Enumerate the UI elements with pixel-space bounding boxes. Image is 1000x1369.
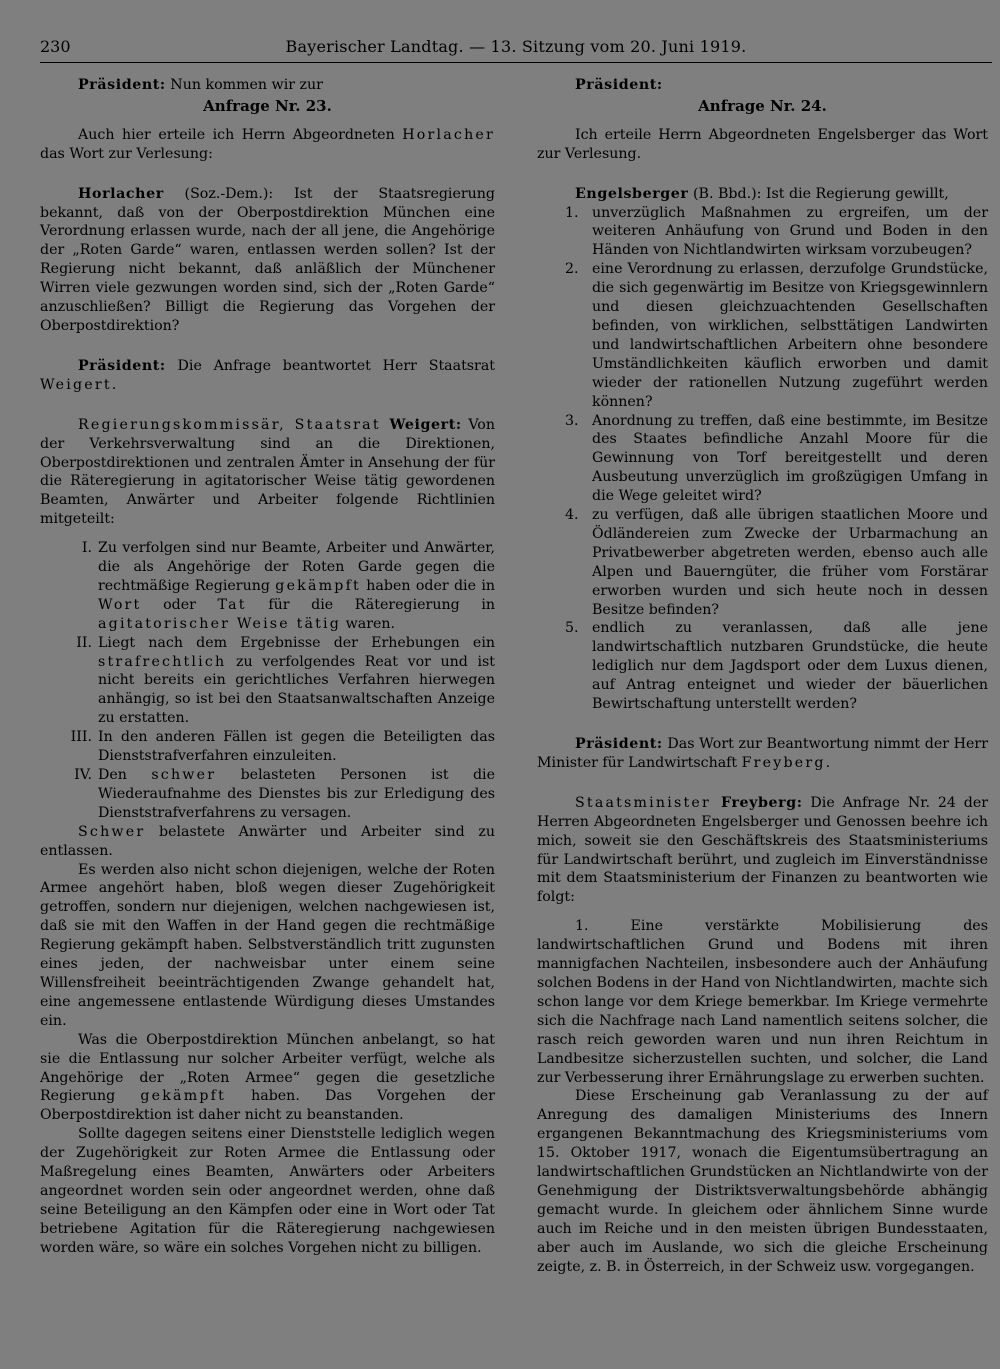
paragraph-sollte-dagegen: Sollte dagegen seitens einer Dienststelle lediglich wegen der Zugehörigkeit zur Roten Armee die Entlassung oder Maßregelung eines Beamten, Anwärters oder Arbeiters angeordnet worden sein oder angeordnet werden, ohne daß seine Beteiligung an den Kämpfen oder eine in Wort oder Tat betriebene Agitation für die Räteregierung nachgewiesen worden wäre, so wäre ein solches Vorgehen nicht zu billigen. — [40, 1126, 495, 1256]
guideline-item: II. Liegt nach dem Ergebnisse der Erhebungen ein strafrechtlich zu verfolgendes Reat vor und ist nicht bereits ein gerichtliches Verfahren hierwegen anhängig, so ist bei den Staatsanwaltschaften Anzeige zu erstatten. — [40, 634, 495, 729]
weigert-answer: Regierungskommissär, Staatsrat Weigert: Von der Verkehrsverwaltung sind an die Direktionen, Oberpostdirektionen und zentralen Ämter in Ansehung der für die Räteregierung in agitatorischer Weise tätig gewordenen Beamten, Anwärter und Arbeiter folgende Richtlinien mitgeteilt: — [40, 416, 495, 528]
speaker-name: Engelsberger — [575, 185, 689, 202]
page-number: 230 — [40, 37, 71, 56]
left-column — [40, 76, 495, 1258]
paragraph-schwer-belastete: Schwer belastete Anwärter und Arbeiter sind zu entlassen. — [40, 823, 495, 859]
president-answer-by-freyberg: Präsident: Das Wort zur Beantwortung nimmt der Herr Minister für Landwirtschaft Freyberg. — [537, 736, 988, 771]
president-intro-24 — [537, 76, 988, 95]
item-text: Anordnung zu treffen, daß eine bestimmte, im Besitze des Staates befindliche Anzahl Moore für die Gewinnung von Torf bereitgestellt und deren Ausbeutung unverzüglich im großzügigen Umfang in die Wege geleitet wird? — [592, 412, 988, 505]
paragraph-bekanntmachung: Diese Erscheinung gab Veranlassung zu der auf Anregung des damaligen Ministeriums des Innern ergangenen Bekanntmachung des Kriegsministeriums vom 15. Oktober 1917, wonach die Eigentumsübertragung an landwirtschaftlichen Grundstücken an Nichtlandwirte von der Genehmigung der Distriktsverwaltungsbehörde abhängig gemacht wurde. In gleichem oder ähnlichem Sinne wurde auch im Reiche und in den meisten übrigen Bundesstaaten, aber auch im Auslande, wo sich die gleiche Erscheinung zeigte, z. B. in Österreich, in der Schweiz usw. vorgegangen. — [537, 1088, 988, 1275]
speaker-name: Präsident: — [78, 77, 166, 93]
item-text: endlich zu veranlassen, daß alle jene landwirtschaftlich nutzbaren Grundstücke, die heute lediglich nur dem Jagdsport oder dem Luxus dienen, auf Antrag enteignet und wieder der bäuerlichen Bewirtschaftung unterstellt werden? — [592, 620, 988, 713]
question-items-list — [537, 204, 988, 714]
speaker-name: Freyberg: — [721, 794, 803, 811]
answer-point-1: 1. Eine verstärkte Mobilisierung des landwirtschaftlichen Grund und Bodens mit ihren mannigfachen Nachteilen, insbesondere auch der Anhäufung solchen Bodens in der Hand von Nichtlandwirten, machte sich schon lange vor dem Kriege bemerkbar. Im Kriege vermehrte sich die Nachfrage nach Land namentlich seitens solcher, die rasch reich geworden waren und nun ihren Reichtum in Landbesitze sicherzustellen suchten, und solcher, die Land zur Verbesserung ihrer Ernährungslage zu erwerben suchten. — [537, 918, 988, 1086]
guideline-item: IV. Den schwer belasteten Personen ist die Wiederaufnahme des Dienstes bis zur Erledigung des Dienststrafverfahrens zu versagen. — [40, 766, 495, 823]
right-column — [537, 76, 988, 1276]
header-rule — [40, 62, 992, 63]
item-number: 3. — [565, 412, 579, 429]
spaced-name: Horlacher — [402, 126, 495, 143]
guidelines-list — [40, 539, 495, 823]
item-number: 2. — [565, 261, 579, 278]
speaker-name: Präsident: — [575, 736, 663, 752]
president-intro-23: Präsident: Nun kommen wir zur — [78, 77, 323, 93]
guideline-numeral: IV. — [74, 767, 92, 783]
item-number: 5. — [565, 620, 579, 637]
item-text: zu verfügen, daß alle übrigen staatlichen Moore und Ödländereien zum Zwecke der Urbarmachung an Privatbewerber abgetreten werden, ebenso auch alle Alpen und Bauerngüter, die früher vom Forstärar erworben wurden und sich heute noch in dessen Besitze befinden? — [592, 507, 988, 618]
running-title: Bayerischer Landtag. — 13. Sitzung vom 20. Juni 1919. — [285, 37, 747, 56]
spaced-name: Freyberg — [741, 754, 826, 771]
anfrage-23-heading: Anfrage Nr. 23. — [203, 96, 332, 115]
question-item — [537, 204, 988, 261]
anfrage-24-heading: Anfrage Nr. 24. — [698, 96, 827, 115]
engelsberger-question: Engelsberger (B. Bbd.): Ist die Regierung gewillt, — [575, 185, 949, 202]
item-number: 1. — [565, 204, 579, 221]
floor-to-horlacher: Auch hier erteile ich Herrn Abgeordneten Horlacher das Wort zur Verlesung: — [40, 126, 495, 162]
item-text: unverzüglich Maßnahmen zu ergreifen, um der weiteren Anhäufung von Grund und Boden in den Händen von Nichtlandwirten wirksam vorzubeugen? — [592, 204, 988, 259]
speaker-name: Horlacher — [78, 185, 164, 202]
speaker-name: Weigert: — [389, 416, 462, 433]
question-item — [537, 412, 988, 507]
guideline-numeral: III. — [70, 729, 92, 746]
guideline-numeral: I. — [81, 540, 92, 557]
horlacher-question: Horlacher (Soz.-Dem.): Ist der Staatsregierung bekannt, daß von der Oberpostdirektion München eine Verordnung erlassen wurde, nach der all jene, die Angehörige der „Roten Garde“ waren, entlassen werden sollen? Ist der Regierung nicht bekannt, daß anläßlich der Münchener Wirren viele gezwungen worden sind, sich der „Roten Garde“ anzuschließen? Billigt die Regierung das Vorgehen der Oberpostdirektion? — [40, 185, 495, 334]
question-item — [537, 260, 988, 411]
running-head — [40, 33, 992, 61]
floor-to-engelsberger: Ich erteile Herrn Abgeordneten Engelsberger das Wort zur Verlesung. — [537, 126, 988, 162]
spaced-name: Weigert — [40, 376, 112, 393]
president-answer-by-weigert: Präsident: Die Anfrage beantwortet Herr Staatsrat Weigert. — [40, 357, 495, 393]
speaker-name: Präsident: — [575, 77, 663, 93]
question-item — [537, 619, 988, 714]
item-number: 4. — [565, 507, 579, 524]
item-text: eine Verordnung zu erlassen, derzufolge Grundstücke, die sich gegenwärtig im Besitze von Kriegsgewinnlern und diesen gleichzuachtenden Gesellschaften befinden, von wirklichen, selbsttätigen Landwirten und landwirtschaftlichen Arbeitern ohne besondere Umständlichkeiten käuflich erworben und damit wieder der rationellen Nutzung zugeführt werden können? — [592, 261, 988, 410]
question-item — [537, 506, 988, 619]
paragraph-oberpostdirektion: Was die Oberpostdirektion München anbelangt, so hat sie die Entlassung nur solcher Arbeiter verfügt, welche als Angehörige der „Roten Armee“ gegen die gesetzliche Regierung gekämpft haben. Das Vorgehen der Oberpostdirektion ist daher nicht zu beanstanden. — [40, 1031, 495, 1124]
guideline-item: I. Zu verfolgen sind nur Beamte, Arbeiter und Anwärter, die als Angehörige der Roten Garde gegen die rechtmäßige Regierung gekämpft haben oder die in Wort oder Tat für die Räteregierung in agitatorischer Weise tätig waren. — [40, 539, 495, 634]
freyberg-answer: Staatsminister Freyberg: Die Anfrage Nr. 24 der Herren Abgeordneten Engelsberger und Genossen beehre ich mich, soweit sie den Geschäftskreis des Staatsministeriums für Landwirtschaft berührt, und zugleich im Einverständnisse mit dem Staatsministerium der Finanzen zu beantworten wie folgt: — [537, 794, 989, 906]
guideline-item: III. In den anderen Fällen ist gegen die Beteiligten das Dienststrafverfahren einzuleiten. — [40, 728, 495, 766]
paragraph-rote-armee: Es werden also nicht schon diejenigen, welche der Roten Armee angehört haben, bloß wegen dieser Zugehörigkeit getroffen, sondern nur diejenigen, welchen nachgewiesen ist, daß sie mit den Waffen in der Hand gegen die rechtmäßige Regierung gekämpft haben. Selbstverständlich tritt zugunsten eines jeden, der nachweisbar unter einem seine Willensfreiheit beeinträchtigenden Zwange gehandelt hat, eine angemessene entlastende Würdigung dieses Umstandes ein. — [40, 861, 495, 1029]
speaker-name: Präsident: — [78, 357, 166, 374]
guideline-numeral: II. — [76, 634, 92, 651]
